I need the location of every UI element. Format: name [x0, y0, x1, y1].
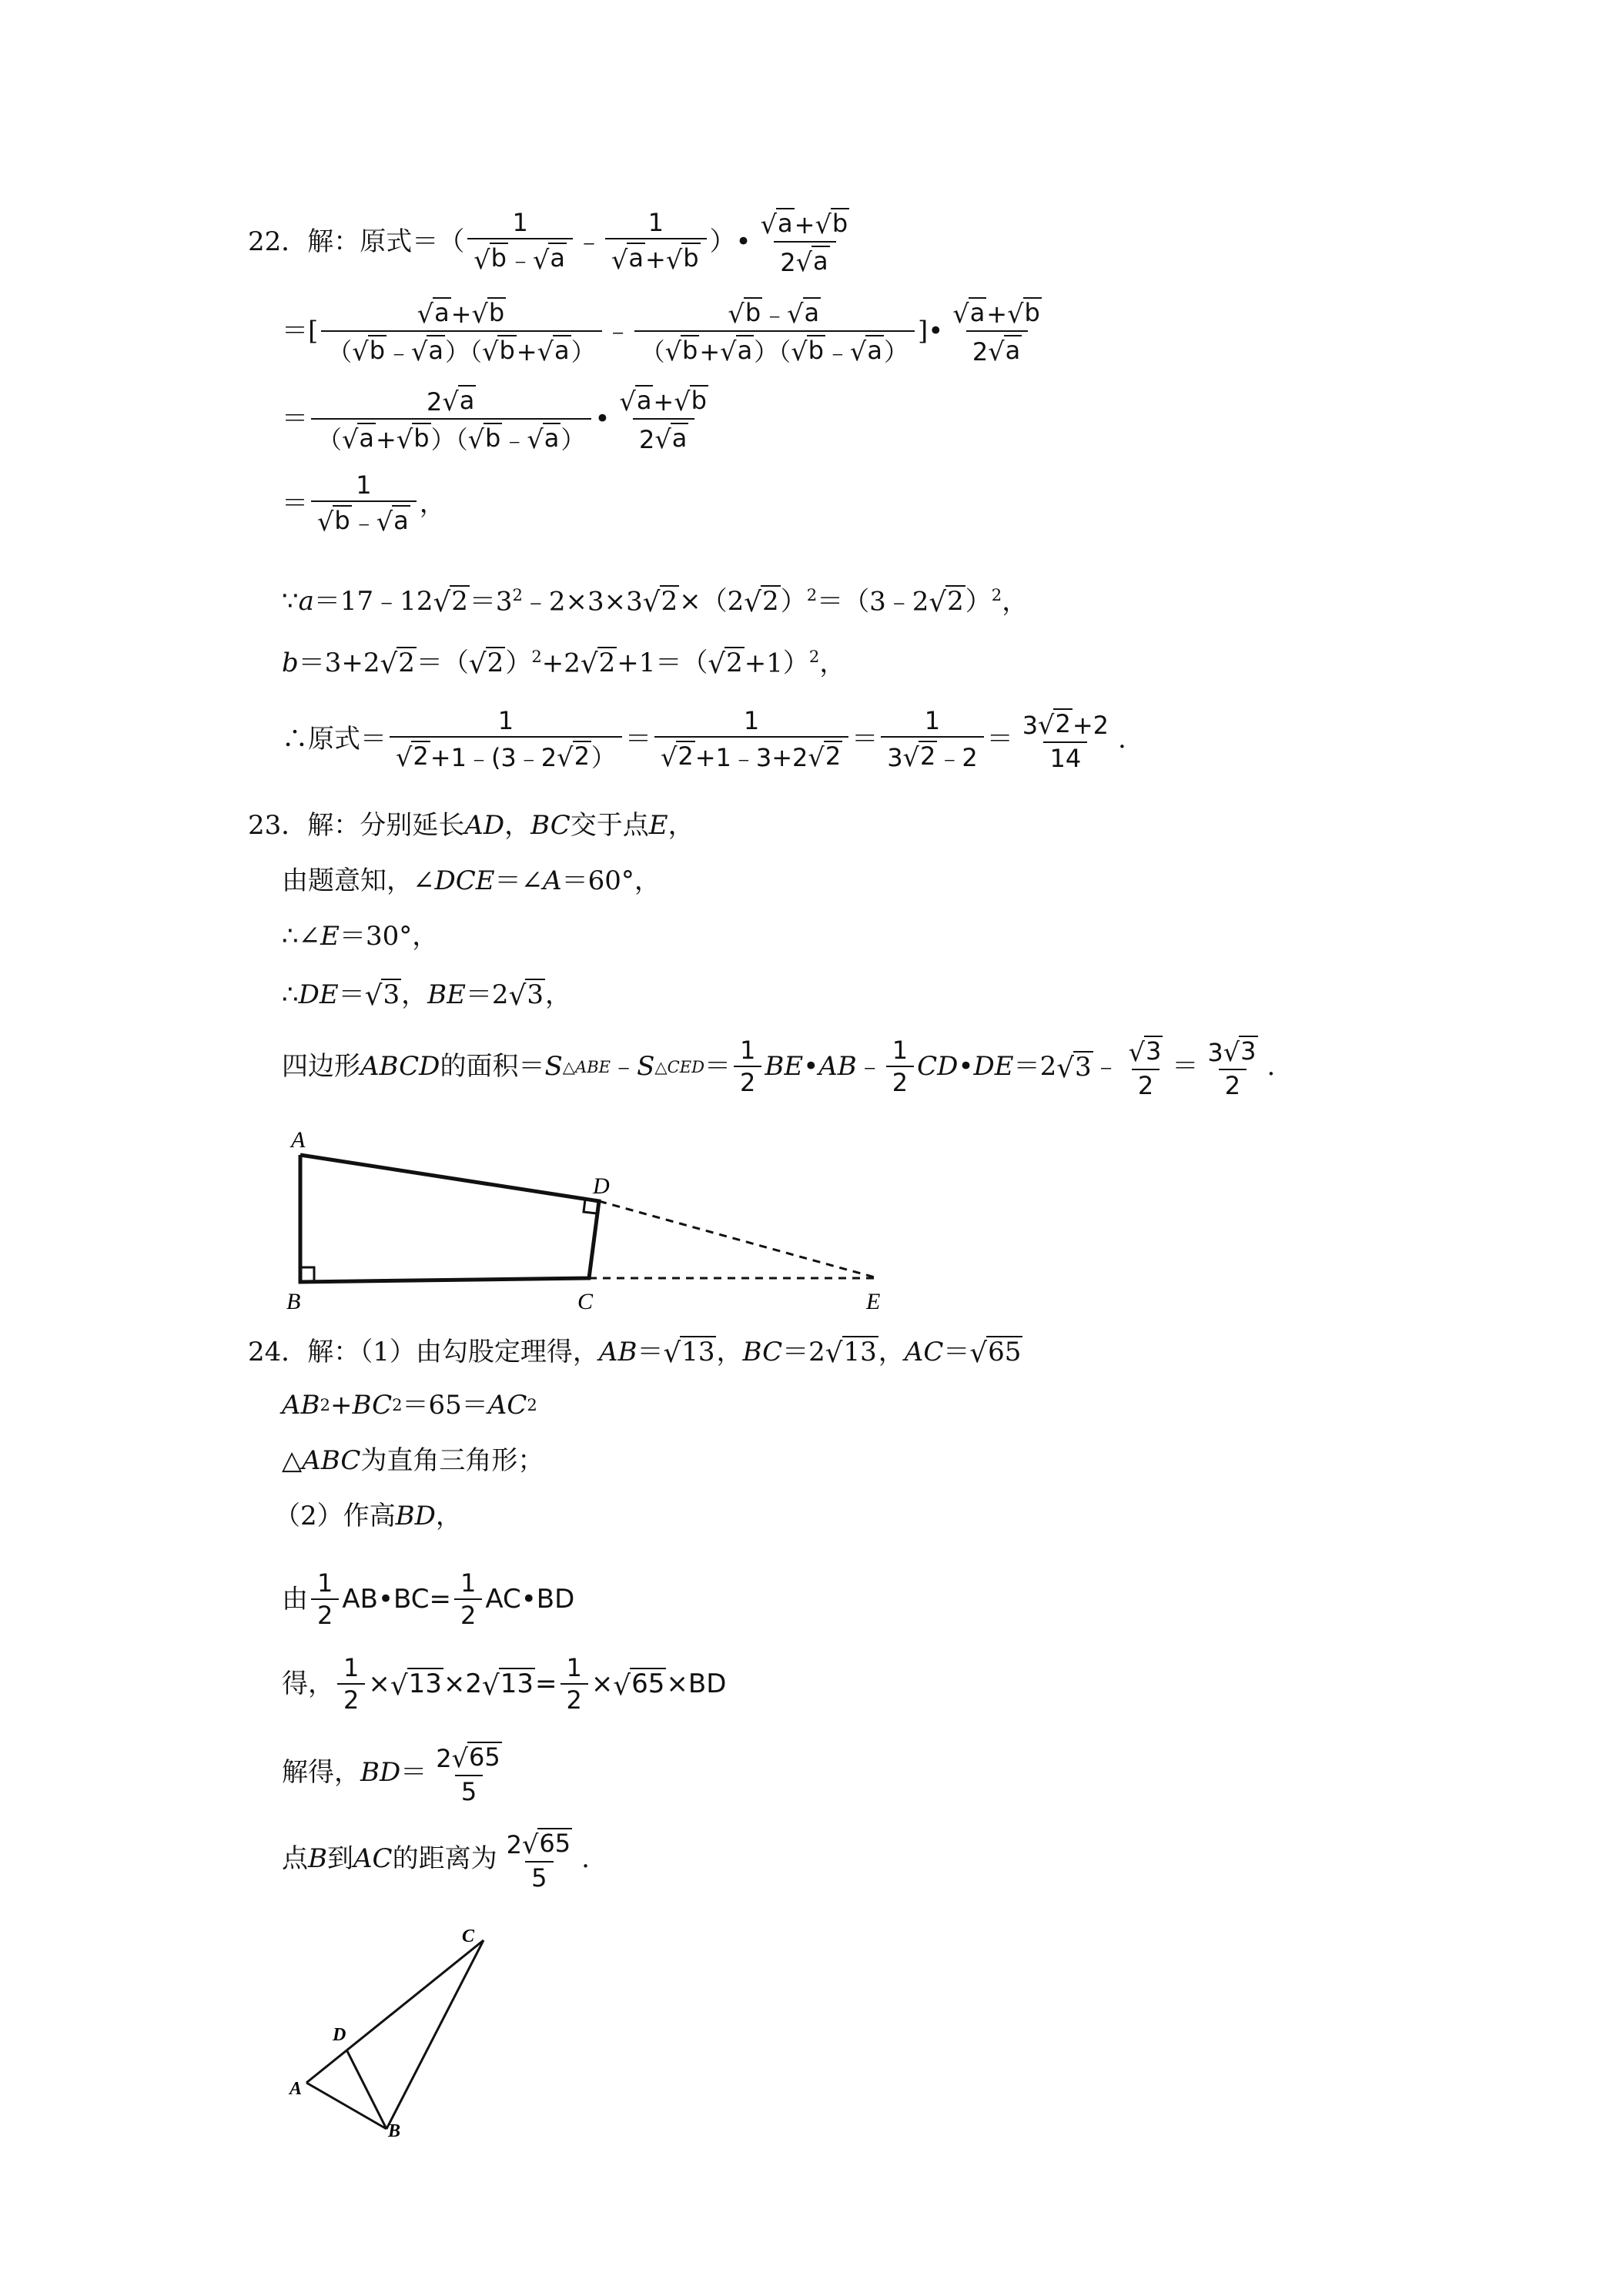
p24-line8: 点 B 到 AC 的距离为 2 √ 65 5 .	[282, 1829, 590, 1893]
p22-conclusion: ∴原式＝ 1 √ 2 +1﹣(3﹣2 √ 2 ） ＝ 1 √ 2 +1﹣3+2 √ 2 ＝ 1 3 √ 2 ﹣2 ＝ 3 √ 2 +2 14 .	[282, 706, 1126, 773]
fraction: 1 √ 2 +1﹣(3﹣2 √ 2 ）	[390, 708, 622, 771]
fraction: 3 √ 3 2	[1207, 1036, 1257, 1100]
label-a: A	[289, 2079, 303, 2099]
label-c: C	[577, 1289, 594, 1314]
p23-line2: 由题意知，∠ DCE ＝∠ A ＝60°，	[282, 865, 661, 896]
p24-line4: （2）作高 BD ，	[274, 1501, 462, 1531]
fraction: √ a + √ b 2 √ a	[760, 209, 848, 277]
p24-line2: AB 2 + BC 2 ＝65＝ AC 2	[282, 1390, 537, 1421]
p24-line5: 由 1 2 AB•BC= $\frac{1}{2}$ AC•BD	[282, 1568, 575, 1630]
p22-line3: ＝ 2 √ a （ √ a + √ b ）（ √ b ﹣ √ a ） • √ a + √ b 2 √ a	[282, 385, 718, 453]
p24-line7: 解得， BD ＝ 2 √ 65 5	[282, 1742, 511, 1804]
figure-edge	[300, 1155, 599, 1282]
label-d: D	[333, 2025, 346, 2045]
p22-number: 22．解：原式＝（	[248, 226, 465, 257]
fraction: 1 3 √ 2 ﹣2	[881, 708, 984, 771]
fraction: $\frac{1}{2}$	[454, 1571, 482, 1628]
p22-b-expr: b ＝3+2 √ 2 ＝（ √ 2 ）$^2$+2 √ 2 +1＝（ √ 2 +1）$^2$，	[282, 647, 846, 681]
label-b: B	[286, 1289, 301, 1314]
p23-line4: ∴ DE ＝ √ 3 ， BE ＝2 √ 3 ，	[282, 979, 571, 1012]
p24-line1: 24．解：（1）由勾股定理得， AB ＝ √ 13 ， BC ＝2 √ 13 ， AC ＝ √ 65	[248, 1336, 1022, 1370]
fraction: 2 √ 65 5	[506, 1829, 571, 1893]
fraction: √ a + √ b 2 √ a	[619, 386, 707, 454]
fraction: √ a + √ b （ √ b ﹣ √ a ）（ √ b + √ a ）	[321, 297, 601, 365]
fraction: 1 √ b ﹣ √ a	[467, 210, 573, 273]
p24-line6: 得， $\frac{1}{2}$ × √ 13 ×2 √ 13 = $\frac{1}{2}$ × √ 65 ×BD	[282, 1653, 727, 1715]
fraction: 1 √ 2 +1﹣3+2 √ 2	[654, 708, 848, 771]
p22-a-expr: ∵ a ＝17﹣12 √ 2 $=3^2﹣2\times 3\times 3$ √ 2 ×（2 √ 2 ）$^2$＝（3﹣2 √ 2 ）$^2$，	[282, 585, 1029, 619]
fraction: √ 3 2	[1128, 1036, 1162, 1100]
triangle-figure	[277, 1917, 524, 2140]
p23-line3: ∴∠ E ＝30°，	[282, 921, 439, 952]
fraction: $\frac{1}{2}$	[561, 1655, 588, 1712]
fraction: 1 2	[886, 1038, 914, 1095]
p22-line1: 22．解：原式＝（ 1 √ b ﹣ √ a ﹣ 1 √ a + √ b ）• √ a + √ b 2 √ a	[248, 208, 858, 276]
quadrilateral-figure	[277, 1124, 893, 1317]
fraction: √ b ﹣ √ a （ √ b + √ a ）（ √ b ﹣ √ a ）	[634, 297, 915, 365]
label-d: D	[593, 1173, 610, 1199]
label-e: E	[866, 1289, 881, 1314]
fraction: √ a + √ b 2 √ a	[952, 298, 1040, 366]
label-b: B	[388, 2121, 401, 2140]
label-a: A	[291, 1127, 306, 1153]
fraction: 1 2	[734, 1038, 761, 1095]
fraction: 1 2	[311, 1571, 339, 1628]
right-angle-mark	[300, 1267, 314, 1281]
fraction: 1 √ b ﹣ √ a	[311, 473, 417, 535]
p22-line2: ＝[ √ a + √ b （ √ b ﹣ √ a ）（ √ b + √ a ） ﹣ √ b ﹣ √ a （ √ b + √ a ）（ √ b ﹣ √ a ） ]• √ a + √ b 2 √ a	[282, 297, 1051, 365]
fraction: 2 √ a （ √ a + √ b ）（ √ b ﹣ √ a ）	[311, 385, 591, 453]
fraction: $\frac{1}{2}$	[337, 1655, 365, 1712]
p22-line4: ＝ 1 √ b ﹣ √ a ，	[282, 470, 446, 537]
p23-line1: 23．解：分别延长 AD ， BC 交于点 E ，	[248, 810, 694, 841]
side-ac	[306, 1940, 484, 2083]
fraction: 2 √ 65 5	[436, 1742, 500, 1806]
side-bc	[387, 1940, 484, 2129]
p23-line5: 四边形 ABCD 的面积＝ S △ABE ﹣ S △CED ＝ 1 2 BE • AB ﹣ 1 2 CD • DE ＝2 √ 3 ﹣ √ 3 2 ＝ 3 √ 3 2 .	[282, 1036, 1276, 1100]
label-c: C	[462, 1926, 475, 1946]
fraction: 1 √ a + √ b	[605, 210, 707, 273]
dashed-extension-ad	[599, 1201, 878, 1278]
fraction: 3 √ 2 +2 14	[1022, 709, 1109, 773]
p24-line3: △ ABC 为直角三角形；	[282, 1445, 544, 1476]
